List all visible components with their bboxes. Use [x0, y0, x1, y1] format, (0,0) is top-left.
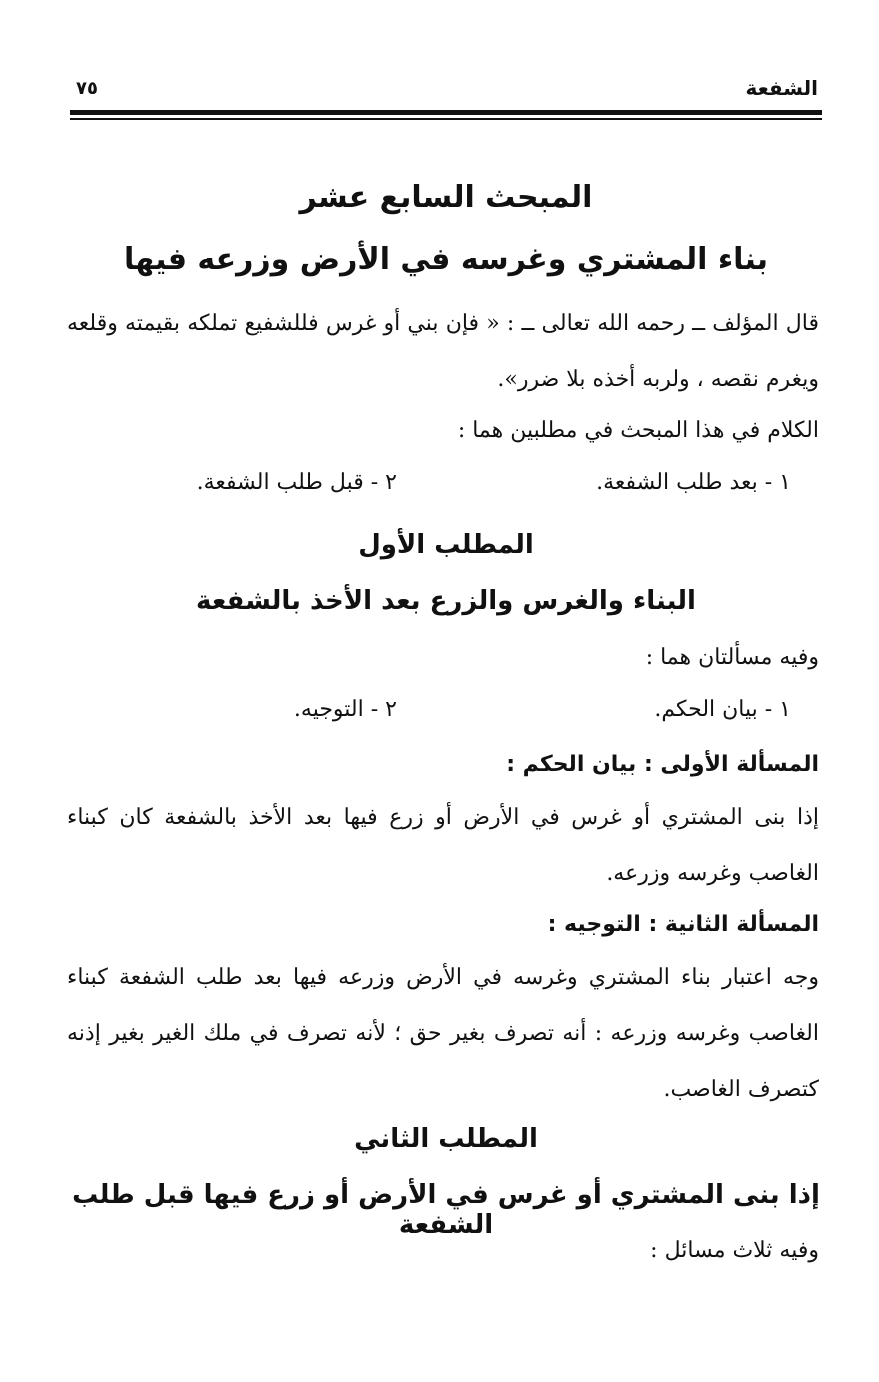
intro-lead: الكلام في هذا المبحث في مطلبين هما : — [457, 418, 819, 443]
matlab2-subtitle: إذا بنى المشتري أو غرس في الأرض أو زرع فيها قبل طلب الشفعة — [72, 1180, 820, 1240]
matlab1-item-1: ١ - بيان الحكم. — [654, 697, 791, 722]
page-number: ٧٥ — [76, 78, 98, 99]
intro-quote: قال المؤلف ــ رحمه الله تعالى ــ : « فإن بني أو غرس فللشفيع تملكه بقيمته وقلعه ويغرم نقصه ، ولربه أخذه بلا ضرر». — [67, 311, 819, 392]
matlab1-item-2: ٢ - التوجيه. — [293, 697, 397, 722]
header-rule-thin — [70, 118, 822, 120]
intro-item-2: ٢ - قبل طلب الشفعة. — [196, 470, 397, 495]
intro-item-1: ١ - بعد طلب الشفعة. — [596, 470, 791, 495]
page-header — [70, 72, 822, 112]
matlab2-lead: وفيه ثلاث مسائل : — [650, 1238, 819, 1263]
running-title: الشفعة — [745, 76, 818, 100]
matlab1-subtitle: البناء والغرس والزرع بعد الأخذ بالشفعة — [196, 586, 696, 616]
section-title: المبحث السابع عشر — [299, 180, 593, 215]
matlab1-q1-text: إذا بنى المشتري أو غرس في الأرض أو زرع فيها بعد الأخذ بالشفعة كان كبناء الغاصب وغرسه وزرعه. — [67, 805, 819, 886]
section-subtitle: بناء المشتري وغرسه في الأرض وزرعه فيها — [124, 242, 768, 277]
matlab1-q2-heading: المسألة الثانية : التوجيه : — [547, 912, 819, 937]
matlab1-lead: وفيه مسألتان هما : — [645, 645, 819, 670]
matlab2-title: المطلب الثاني — [354, 1124, 538, 1154]
matlab1-q1-heading: المسألة الأولى : بيان الحكم : — [506, 752, 819, 777]
matlab1-title: المطلب الأول — [358, 530, 534, 560]
matlab1-q2-text: وجه اعتبار بناء المشتري وغرسه في الأرض وزرعه فيها بعد طلب الشفعة كبناء الغاصب وغرسه وزرعه : أنه تصرف بغير حق ؛ لأنه تصرف في ملك الغير بغير إذنه كتصرف الغاصب. — [67, 965, 819, 1102]
header-rule-thick — [70, 110, 822, 115]
